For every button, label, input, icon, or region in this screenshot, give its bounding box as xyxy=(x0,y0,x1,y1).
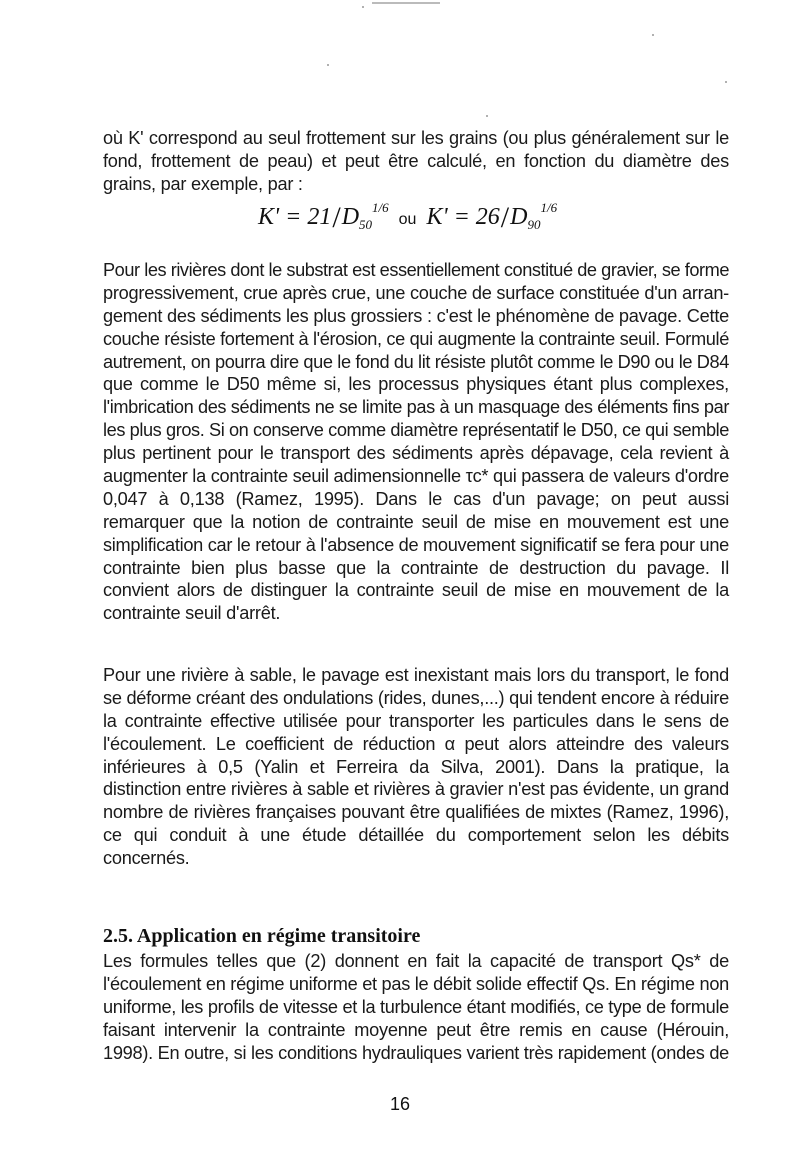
paragraph-3 xyxy=(103,664,729,870)
text-line: augmenter la contrainte seuil adimensionnelle τc* qui passera de valeurs d'ordre xyxy=(103,466,729,487)
text-line: concernés. xyxy=(103,848,190,869)
text-line: gement des sédiments les plus grossiers : c'est le phénomène de pavage. Cette xyxy=(103,305,729,326)
scan-speck xyxy=(327,64,329,66)
text-line: se déforme créant des ondulations (rides, dunes,...) qui tendent encore à réduire xyxy=(103,687,729,708)
scan-artifact xyxy=(372,2,440,4)
paragraph-1 xyxy=(103,127,729,196)
text-line: contrainte bien plus basse que la contrainte de destruction du pavage. Il xyxy=(103,557,729,578)
formula-k-prime xyxy=(258,200,557,235)
fraction-slash: / xyxy=(500,201,510,234)
text-line: grains, par exemple, par : xyxy=(103,173,303,194)
formula-constant: = 26 xyxy=(447,204,500,230)
scan-speck xyxy=(486,115,488,117)
text-line: 0,047 à 0,138 (Ramez, 1995). Dans le cas d'un pavage; on peut aussi xyxy=(103,488,729,509)
formula-or: ou xyxy=(398,211,417,228)
section-heading: 2.5. Application en régime transitoire xyxy=(103,925,421,947)
text-line: que comme le D50 même si, les processus physiques étant plus complexes, xyxy=(103,374,729,395)
text-line: distinction entre rivières à sable et rivières à gravier n'est pas évidente, un grand xyxy=(103,779,729,800)
formula-diameter: D xyxy=(510,204,528,230)
text-line: fond, frottement de peau) et peut être calculé, en fonction du diamètre des xyxy=(103,150,729,171)
formula-diameter: D xyxy=(341,204,360,230)
page-number: 16 xyxy=(389,1094,411,1114)
text-line: progressivement, crue après crue, une couche de surface constituée d'un arran- xyxy=(103,282,729,303)
scan-speck xyxy=(652,34,654,36)
text-line: remarquer que la notion de contrainte seuil de mise en mouvement est une xyxy=(103,511,729,532)
text-line: nombre de rivières françaises pouvant être qualifiées de mixtes (Ramez, 1996), xyxy=(103,802,729,823)
scan-speck xyxy=(725,81,727,83)
fraction-slash: / xyxy=(332,201,341,234)
formula-constant: = 21 xyxy=(279,204,332,230)
text-line: 1998). En outre, si les conditions hydrauliques varient très rapidement (ondes de xyxy=(103,1042,729,1063)
text-line: Les formules telles que (2) donnent en fait la capacité de transport Qs* de xyxy=(103,951,729,971)
text-line: l'écoulement en régime uniforme et pas le débit solide effectif Qs. En régime non xyxy=(103,973,729,994)
text-line: ce qui conduit à une étude détaillée du comportement selon les débits xyxy=(103,825,729,846)
formula-subscript: 90 xyxy=(527,217,541,232)
formula-lhs: K' xyxy=(426,204,448,230)
text-line: contrainte seuil d'arrêt. xyxy=(103,603,281,624)
text-line: où K' correspond au seul frottement sur les grains (ou plus généralement sur le xyxy=(103,128,729,148)
text-line: couche résiste fortement à l'érosion, ce qui augmente la contrainte seuil. Formulé xyxy=(103,328,729,349)
formula-exponent: 1/6 xyxy=(540,200,558,215)
text-line: convient alors de distinguer la contrainte seuil de mise en mouvement de la xyxy=(103,580,729,601)
text-line: inférieures à 0,5 (Yalin et Ferreira da Silva, 2001). Dans la pratique, la xyxy=(103,756,729,777)
text-line: plus pertinent pour le transport des sédiments après dépavage, cela revient à xyxy=(103,443,729,464)
text-line: l'écoulement. Le coefficient de réduction α peut alors atteindre des valeurs xyxy=(103,733,729,754)
text-line: Pour les rivières dont le substrat est essentiellement constitué de gravier, se forme xyxy=(103,260,729,280)
text-line: uniforme, les profils de vitesse et la turbulence étant modifiés, ce type de formule xyxy=(103,996,729,1017)
text-line: simplification car le retour à l'absence de mouvement significatif se fera pour une xyxy=(103,534,729,555)
text-line: Pour une rivière à sable, le pavage est inexistant mais lors du transport, le fond xyxy=(103,665,729,685)
formula-lhs: K' xyxy=(258,204,280,230)
text-line: faisant intervenir la contrainte moyenne peut être remis en cause (Hérouin, xyxy=(103,1019,729,1040)
text-line: la contrainte effective utilisée pour transporter les particules dans le sens de xyxy=(103,710,729,731)
paragraph-4 xyxy=(103,950,729,1064)
text-line: l'imbrication des sédiments ne se limite pas à un masquage des éléments fins par xyxy=(103,397,729,418)
text-line: autrement, on pourra dire que le fond du lit résiste plutôt comme le D90 ou le D84 xyxy=(103,351,729,372)
text-line: les plus gros. Si on conserve comme diamètre représentatif le D50, ce qui semble xyxy=(103,420,729,441)
formula-exponent: 1/6 xyxy=(372,200,389,215)
paragraph-2 xyxy=(103,259,729,625)
formula-subscript: 50 xyxy=(359,217,373,232)
scan-speck xyxy=(362,6,364,8)
